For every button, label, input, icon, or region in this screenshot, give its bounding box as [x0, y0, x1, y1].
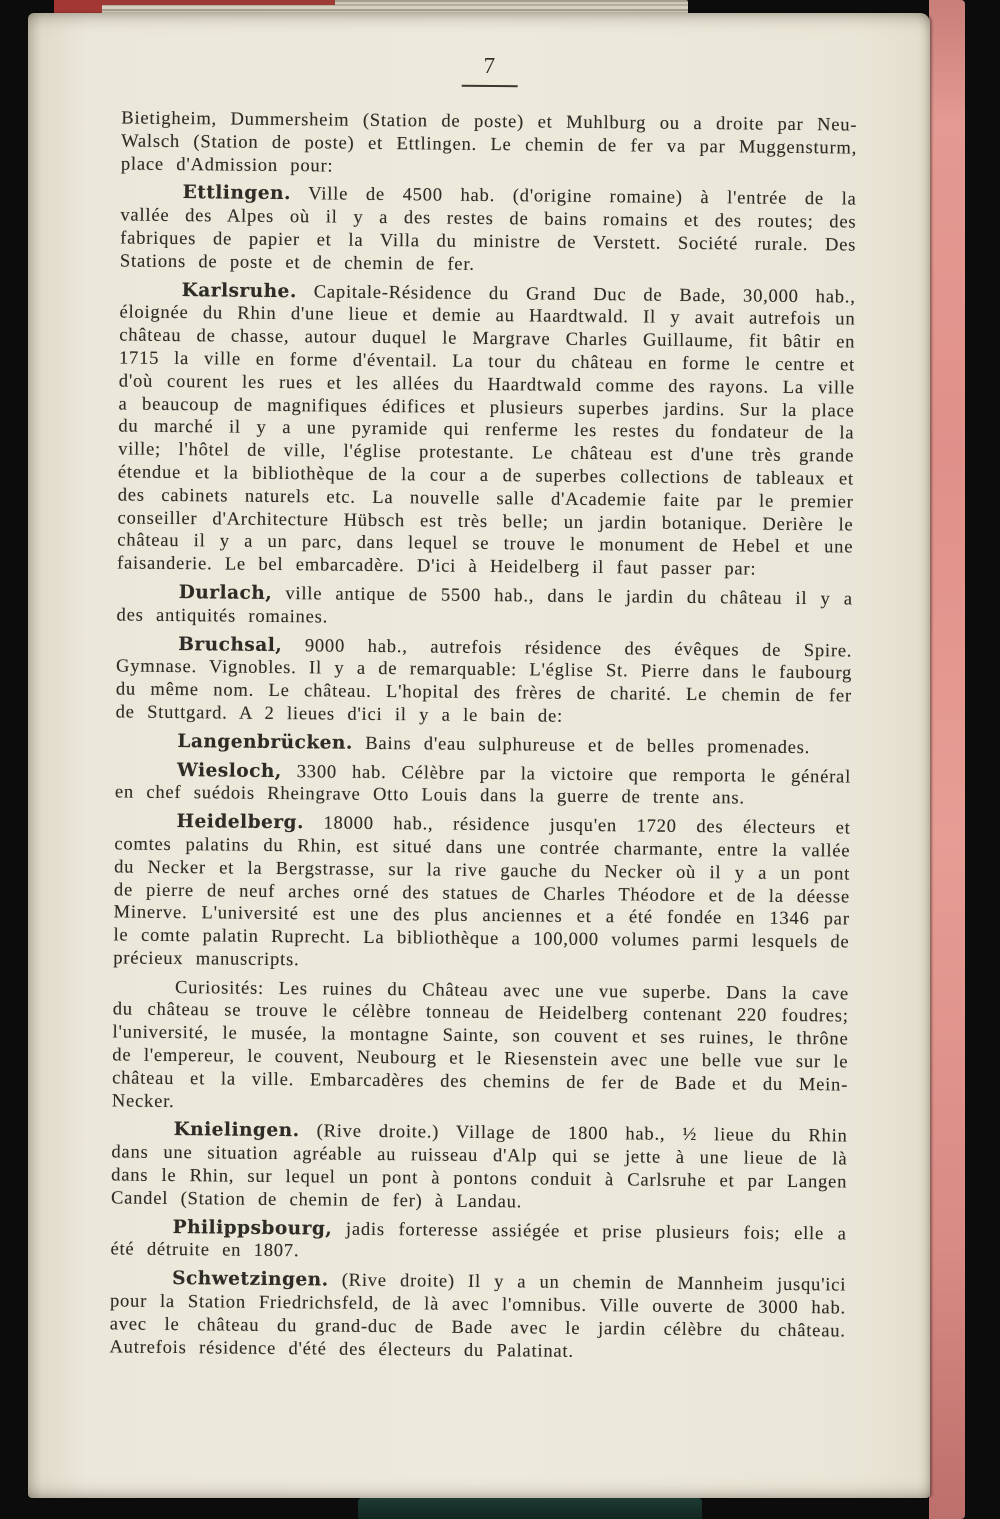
- paragraph: [117, 279, 856, 582]
- paragraph: [109, 1268, 846, 1366]
- book-cover-red-line: [100, 0, 335, 5]
- paragraph-text: Bains d'eau sulphureuse et de belles promenades.: [352, 733, 811, 758]
- page-content: [109, 49, 858, 1365]
- paragraph-text: 18000 hab., résidence jusqu'en 1720 des électeurs et comtes palatins du Rhin, est situé dans une contrée charmante, entre la vallée du Necker et la Bergstrasse, sur la rive gauche du Necker où il y a un pont de pierre de neuf arches orné des statues de Charles Théodore et de la déesse Minerve. L'université est une des plus anciennes et a été fondée en 1346 par le comte palatin Ruprecht. La bibliothèque a 100,000 volumes parmi lesquels de précieux manuscripts.: [113, 813, 851, 971]
- paragraph-lead: Durlach,: [178, 581, 273, 604]
- paragraph-text: Bietigheim, Dummersheim (Station de poste) et Muhlburg ou a droite par Neu-Walsch (Station de poste) et Ettlingen. Le chemin de fer va par Muggensturm, place d'Admission pour:: [120, 108, 858, 177]
- paragraph-text: Curiosités: Les ruines du Château avec une vue superbe. Dans la cave du château se trouve le célèbre tonneau de Heidelberg contenant 220 foudres; l'université, le musée, la montagne Sainte, son couvent et ses ruines, le thrône de l'empereur, le couvent, Neubourg et le Riesenstein avec une belle vue sur le château et la ville. Embarcadères des chemins de fer de Bade et du Mein-Necker.: [111, 977, 850, 1112]
- paragraph: [116, 633, 853, 731]
- paragraph-text: ville antique de 5500 hab., dans le jardin du château il y a des antiquités romaines.: [116, 583, 853, 628]
- paragraph-text: Capitale-Résidence du Grand Duc de Bade, 30,000 hab., éloignée du Rhin d'une lieue et demie au Haardtwald. Il y avait autrefois un château de chasse, autour duquel le Margrave Charles Guillaume, fit bâtir en 1715 la ville en forme d'éventail. La tour du château en forme le centre et d'où courent les rues et les allées du Haardtwald comme des rayons. La ville a beaucoup de magnifiques édifices et plusieurs superbes jardins. Sur la place du marché il y a une pyramide qui renferme les restes du fondateur de la ville; l'hôtel de ville, l'église protestante. Le château est d'une très grande étendue et la bibliothèque de la cour a de superbes collections de tableaux et des cabinets naturels etc. La nouvelle salle d'Academie faite par le premier conseiller d'Architecture Hübsch est très belle; un jardin botanique. Derière le château il y a un parc, dans lequel se trouve le monument de Hebel et une faisanderie. Le bel embarcadère. D'ici à Heidelberg il faut passer par:: [116, 281, 856, 580]
- paragraph-lead: Langenbrücken.: [177, 730, 353, 754]
- paragraph: [110, 1216, 846, 1269]
- bottom-band: [358, 1498, 702, 1519]
- book-cover-pink-edge: [929, 0, 965, 1519]
- text-block: [109, 107, 857, 1365]
- paragraph: [112, 976, 849, 1120]
- page-number-rule: [462, 85, 518, 88]
- paragraph-text: jadis forteresse assiégée et prise plusieurs fois; elle a été détruite en 1807.: [110, 1219, 847, 1262]
- paragraph: [115, 730, 851, 760]
- paragraph: [111, 1119, 848, 1217]
- page-number: 7: [483, 52, 497, 79]
- paragraph-lead: Schwetzingen.: [172, 1268, 329, 1291]
- paragraph-lead: Heidelberg.: [176, 811, 305, 834]
- book-page: [28, 13, 930, 1498]
- paragraph: [121, 107, 858, 182]
- paragraph: [113, 811, 850, 978]
- paragraph-lead: Knielingen.: [173, 1119, 300, 1142]
- paragraph-text: 3300 hab. Célèbre par la victoire que remporta le général en chef suédois Rheingrave Otto Louis dans la guerre de trente ans.: [114, 761, 852, 809]
- paragraph-lead: Philippsbourg,: [172, 1216, 333, 1240]
- paragraph-lead: Karlsruhe.: [181, 279, 297, 302]
- paragraph: [115, 759, 851, 812]
- paragraph: [120, 182, 857, 280]
- paragraph-text: 9000 hab., autrefois résidence des évêques de Spire. Gymnase. Vignobles. Il y a de remarquable: L'église St. Pierre dans le faubourg du même nom. Le château. L'hopital des frères de charité. Le chemin de fer de Stuttgard. A 2 lieues d'ici il y a le bain de:: [115, 635, 853, 727]
- paragraph-text: Ville de 4500 hab. (d'origine romaine) à l'entrée de la vallée des Alpes où il y a des restes de bains romains et des routes; des fabriques de papier et la Villa du ministre de Verstett. Société rurale. Des Stations de poste et de chemin de fer.: [119, 184, 857, 275]
- paragraph-lead: Bruchsal,: [178, 633, 283, 656]
- paragraph-lead: Wiesloch,: [177, 759, 282, 782]
- paragraph-lead: Ettlingen.: [182, 182, 292, 205]
- paragraph-text: (Rive droite.) Village de 1800 hab., ½ lieue du Rhin dans une situation agréable au ruisseau d'Alp qui se jette à une lieue de là dans le Rhin, sur lequel un pont à pontons conduit à Carlsruhe et par Langen Candel (Station de chemin de fer) à Landau.: [110, 1121, 848, 1213]
- paragraph-text: (Rive droite) Il y a un chemin de Mannheim jusqu'ici pour la Station Friedrichsfeld, de là avec l'omnibus. Ville ouverte de 3000 hab. avec le château du grand-duc de Bade avec le jardin célèbre du château. Autrefois résidence d'été des électeurs du Palatinat.: [109, 1270, 847, 1362]
- paragraph: [116, 581, 852, 634]
